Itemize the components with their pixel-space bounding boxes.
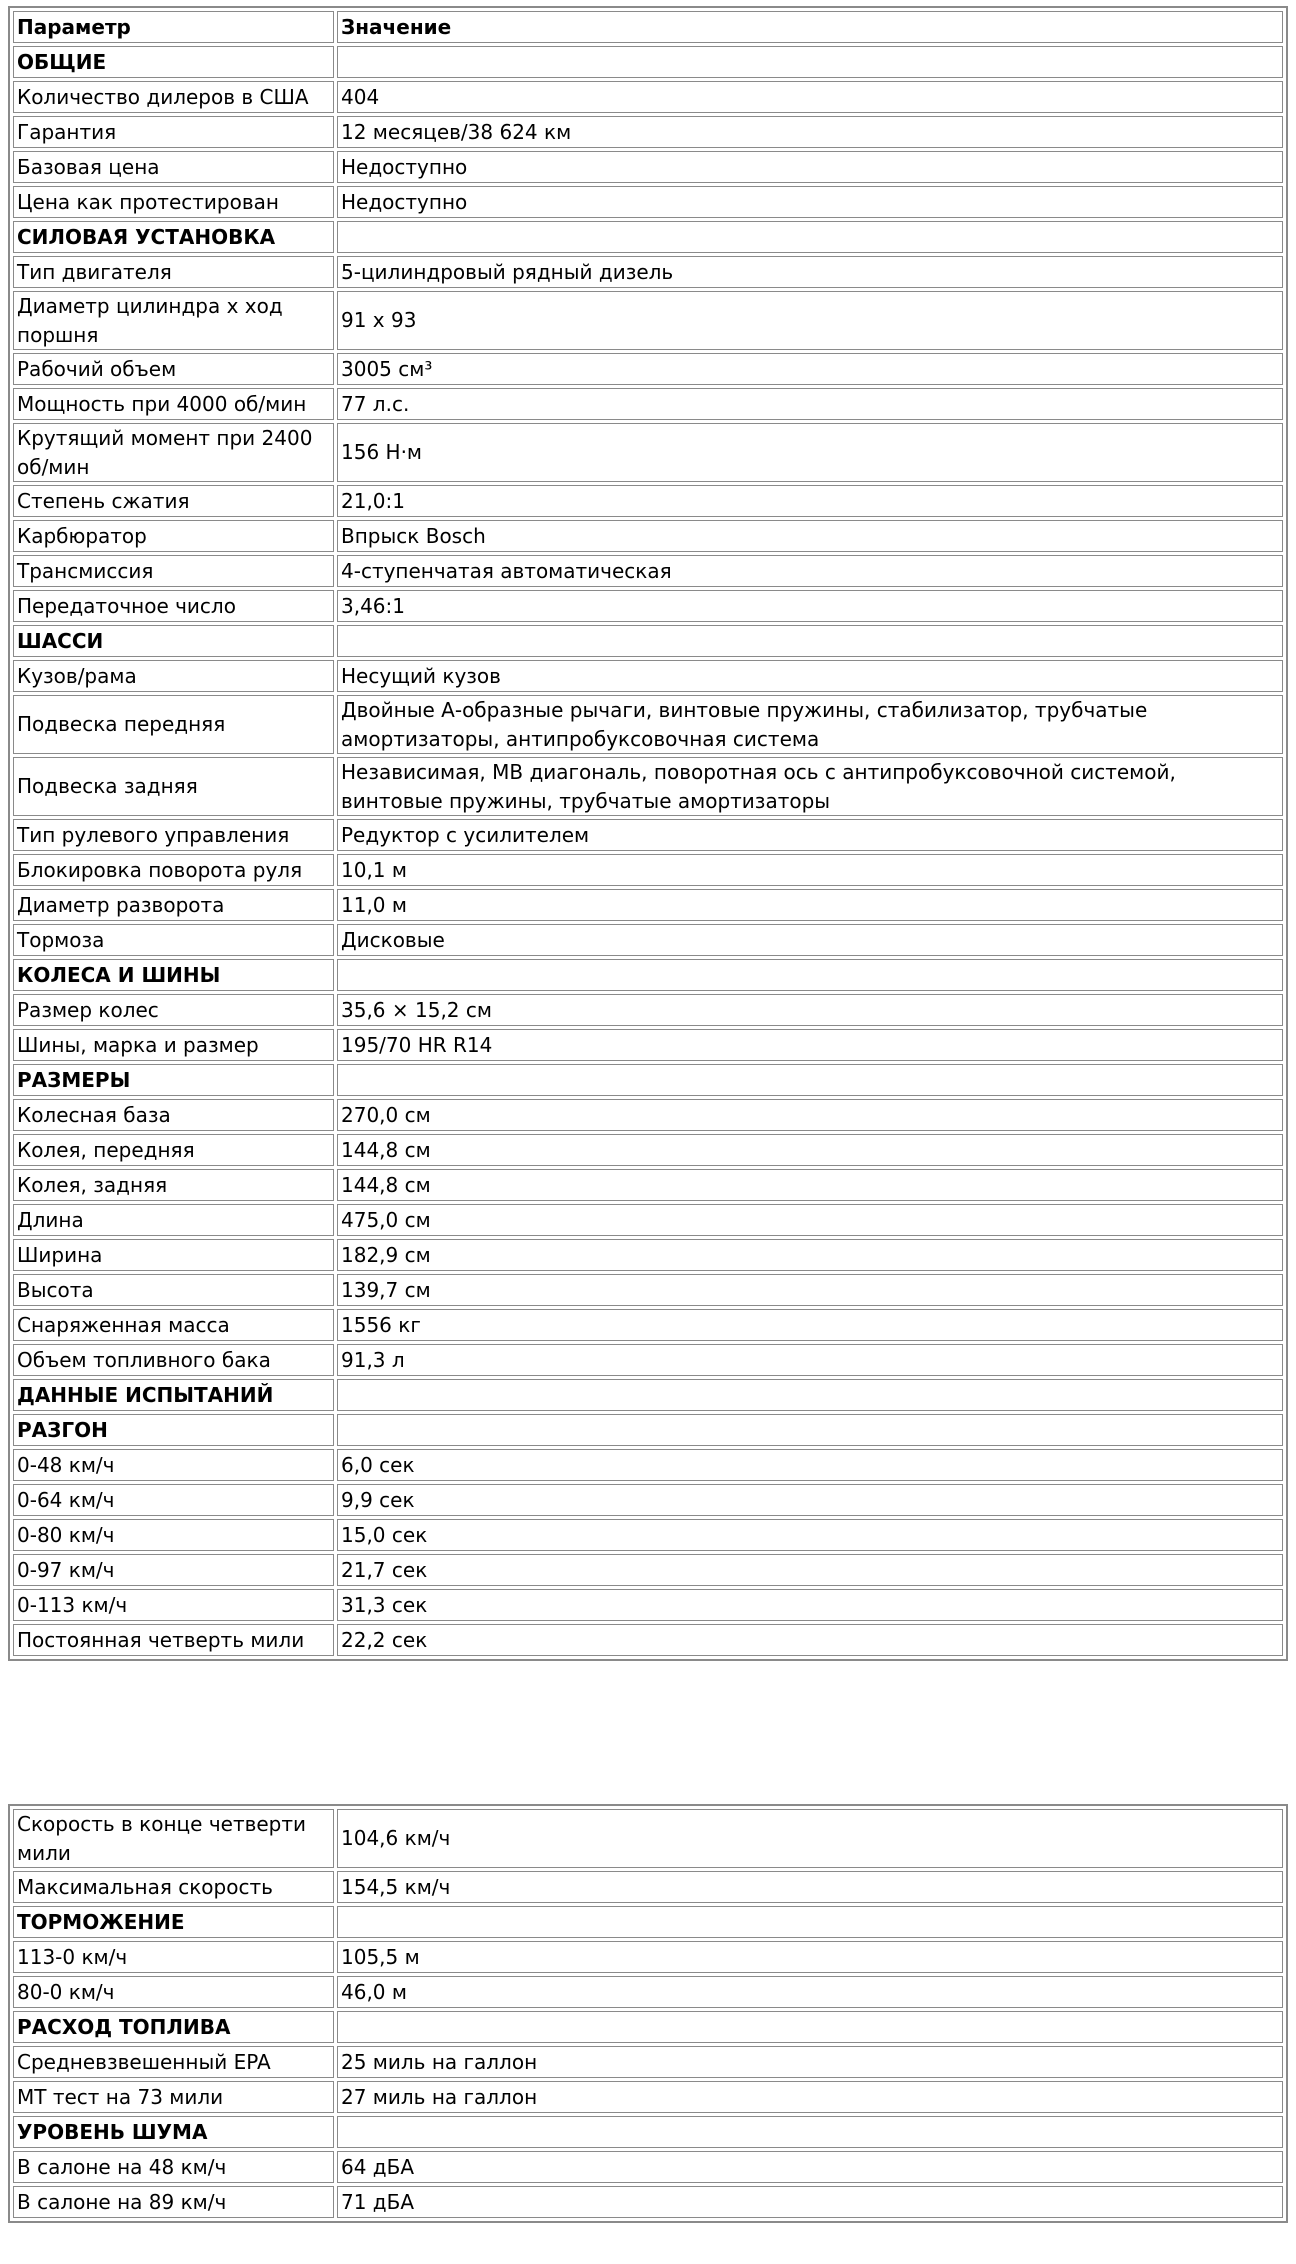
value-cell [337,2011,1283,2043]
param-cell: Скорость в конце четверти мили [13,1809,334,1868]
param-cell: 0-48 км/ч [13,1449,334,1481]
value-cell: 15,0 сек [337,1519,1283,1551]
param-cell: Подвеска задняя [13,757,334,816]
value-cell: 144,8 см [337,1134,1283,1166]
table-row [13,1519,1283,1551]
value-cell [337,1064,1283,1096]
value-cell: 475,0 см [337,1204,1283,1236]
value-cell: 270,0 см [337,1099,1283,1131]
value-cell: 64 дБА [337,2151,1283,2183]
value-cell: 11,0 м [337,889,1283,921]
table-row [13,291,1283,350]
param-cell: В салоне на 89 км/ч [13,2186,334,2218]
param-cell: Высота [13,1274,334,1306]
value-cell: 77 л.с. [337,388,1283,420]
param-cell: 0-97 км/ч [13,1554,334,1586]
value-cell: 105,5 м [337,1941,1283,1973]
section-title: РАЗМЕРЫ [13,1064,334,1096]
param-cell: Гарантия [13,116,334,148]
table-row [13,256,1283,288]
header-param: Параметр [13,11,334,43]
table-row [13,1554,1283,1586]
value-cell: 156 Н·м [337,423,1283,482]
param-cell: Шины, марка и размер [13,1029,334,1061]
value-cell [337,1414,1283,1446]
value-cell: 46,0 м [337,1976,1283,2008]
table-row [13,924,1283,956]
value-cell: 71 дБА [337,2186,1283,2218]
table-row [13,889,1283,921]
table-row [13,116,1283,148]
header-value: Значение [337,11,1283,43]
param-cell: Базовая цена [13,151,334,183]
param-cell: Колея, задняя [13,1169,334,1201]
table-row [13,520,1283,552]
table-row [13,1976,1283,2008]
value-cell: Недоступно [337,186,1283,218]
spec-table-main [8,6,1288,1661]
value-cell [337,2116,1283,2148]
table-row [13,485,1283,517]
section-row [13,2116,1283,2148]
table-row [13,423,1283,482]
table-row [13,353,1283,385]
table-row [13,2081,1283,2113]
param-cell: Крутящий момент при 2400 об/мин [13,423,334,482]
param-cell: Рабочий объем [13,353,334,385]
section-title: УРОВЕНЬ ШУМА [13,2116,334,2148]
section-row [13,221,1283,253]
table-row [13,1871,1283,1903]
param-cell: Средневзвешенный EPA [13,2046,334,2078]
param-cell: Тормоза [13,924,334,956]
table-row [13,2046,1283,2078]
table-row [13,1589,1283,1621]
table-row [13,590,1283,622]
value-cell [337,625,1283,657]
value-cell: 9,9 сек [337,1484,1283,1516]
value-cell: 12 месяцев/38 624 км [337,116,1283,148]
value-cell: 27 миль на галлон [337,2081,1283,2113]
table-row [13,1624,1283,1656]
value-cell: 3005 см³ [337,353,1283,385]
table-row [13,151,1283,183]
table-row [13,1449,1283,1481]
param-cell: Снаряженная масса [13,1309,334,1341]
value-cell: 91,3 л [337,1344,1283,1376]
param-cell: Тип двигателя [13,256,334,288]
param-cell: 80-0 км/ч [13,1976,334,2008]
table-row [13,854,1283,886]
table-row [13,695,1283,754]
table-row [13,1941,1283,1973]
section-title: РАСХОД ТОПЛИВА [13,2011,334,2043]
section-title: СИЛОВАЯ УСТАНОВКА [13,221,334,253]
param-cell: Карбюратор [13,520,334,552]
table-row [13,1099,1283,1131]
value-cell [337,221,1283,253]
section-title: КОЛЕСА И ШИНЫ [13,959,334,991]
param-cell: Цена как протестирован [13,186,334,218]
table-row [13,1029,1283,1061]
value-cell: Дисковые [337,924,1283,956]
table-row [13,1809,1283,1868]
value-cell: 25 миль на галлон [337,2046,1283,2078]
table-row [13,660,1283,692]
value-cell: 10,1 м [337,854,1283,886]
table-row [13,1204,1283,1236]
spec-table-main-body [13,11,1283,1656]
spec-table-continued-body [13,1809,1283,2218]
value-cell: 3,46:1 [337,590,1283,622]
table-row [13,1484,1283,1516]
table-row [13,994,1283,1026]
section-title: ШАССИ [13,625,334,657]
table-row [13,1239,1283,1271]
param-cell: 0-64 км/ч [13,1484,334,1516]
section-row [13,1379,1283,1411]
section-title: ОБЩИЕ [13,46,334,78]
value-cell: Впрыск Bosch [337,520,1283,552]
value-cell: 21,7 сек [337,1554,1283,1586]
value-cell: 1556 кг [337,1309,1283,1341]
param-cell: Трансмиссия [13,555,334,587]
value-cell: 195/70 HR R14 [337,1029,1283,1061]
table-row [13,1169,1283,1201]
section-row [13,1414,1283,1446]
table-row [13,1274,1283,1306]
section-title: ТОРМОЖЕНИЕ [13,1906,334,1938]
param-cell: Размер колес [13,994,334,1026]
param-cell: 0-80 км/ч [13,1519,334,1551]
value-cell: Независимая, МВ диагональ, поворотная ось с антипробуксовочной системой, винтовые пружины, трубчатые амортизаторы [337,757,1283,816]
value-cell [337,1379,1283,1411]
value-cell: Недоступно [337,151,1283,183]
section-title: ДАННЫЕ ИСПЫТАНИЙ [13,1379,334,1411]
value-cell: 5-цилиндровый рядный дизель [337,256,1283,288]
param-cell: Диаметр цилиндра х ход поршня [13,291,334,350]
table-row [13,757,1283,816]
param-cell: Длина [13,1204,334,1236]
param-cell: Тип рулевого управления [13,819,334,851]
value-cell: Несущий кузов [337,660,1283,692]
param-cell: Диаметр разворота [13,889,334,921]
value-cell [337,1906,1283,1938]
section-title: РАЗГОН [13,1414,334,1446]
value-cell: Редуктор с усилителем [337,819,1283,851]
table-row [13,186,1283,218]
table-row [13,2186,1283,2218]
table-row [13,2151,1283,2183]
section-row [13,959,1283,991]
value-cell: 182,9 см [337,1239,1283,1271]
value-cell: 144,8 см [337,1169,1283,1201]
table-row [13,555,1283,587]
param-cell: Колея, передняя [13,1134,334,1166]
param-cell: Объем топливного бака [13,1344,334,1376]
spec-table-continued [8,1804,1288,2223]
table-row [13,819,1283,851]
table-row [13,1344,1283,1376]
value-cell: 4-ступенчатая автоматическая [337,555,1283,587]
table-header-row [13,11,1283,43]
section-row [13,1064,1283,1096]
param-cell: Подвеска передняя [13,695,334,754]
value-cell: 31,3 сек [337,1589,1283,1621]
param-cell: Кузов/рама [13,660,334,692]
value-cell: 6,0 сек [337,1449,1283,1481]
value-cell: 35,6 × 15,2 см [337,994,1283,1026]
param-cell: Колесная база [13,1099,334,1131]
table-row [13,1309,1283,1341]
param-cell: Блокировка поворота руля [13,854,334,886]
param-cell: 0-113 км/ч [13,1589,334,1621]
param-cell: Передаточное число [13,590,334,622]
section-row [13,2011,1283,2043]
param-cell: Степень сжатия [13,485,334,517]
value-cell [337,959,1283,991]
value-cell: 139,7 см [337,1274,1283,1306]
param-cell: МТ тест на 73 мили [13,2081,334,2113]
param-cell: Мощность при 4000 об/мин [13,388,334,420]
param-cell: Ширина [13,1239,334,1271]
value-cell: 404 [337,81,1283,113]
table-row [13,1134,1283,1166]
param-cell: В салоне на 48 км/ч [13,2151,334,2183]
value-cell [337,46,1283,78]
param-cell: Максимальная скорость [13,1871,334,1903]
value-cell: 91 х 93 [337,291,1283,350]
section-row [13,1906,1283,1938]
param-cell: Постоянная четверть мили [13,1624,334,1656]
param-cell: 113-0 км/ч [13,1941,334,1973]
value-cell: 21,0:1 [337,485,1283,517]
section-row [13,46,1283,78]
section-row [13,625,1283,657]
value-cell: 104,6 км/ч [337,1809,1283,1868]
value-cell: Двойные А-образные рычаги, винтовые пружины, стабилизатор, трубчатые амортизаторы, антипробуксовочная система [337,695,1283,754]
table-row [13,81,1283,113]
value-cell: 154,5 км/ч [337,1871,1283,1903]
value-cell: 22,2 сек [337,1624,1283,1656]
param-cell: Количество дилеров в США [13,81,334,113]
table-row [13,388,1283,420]
